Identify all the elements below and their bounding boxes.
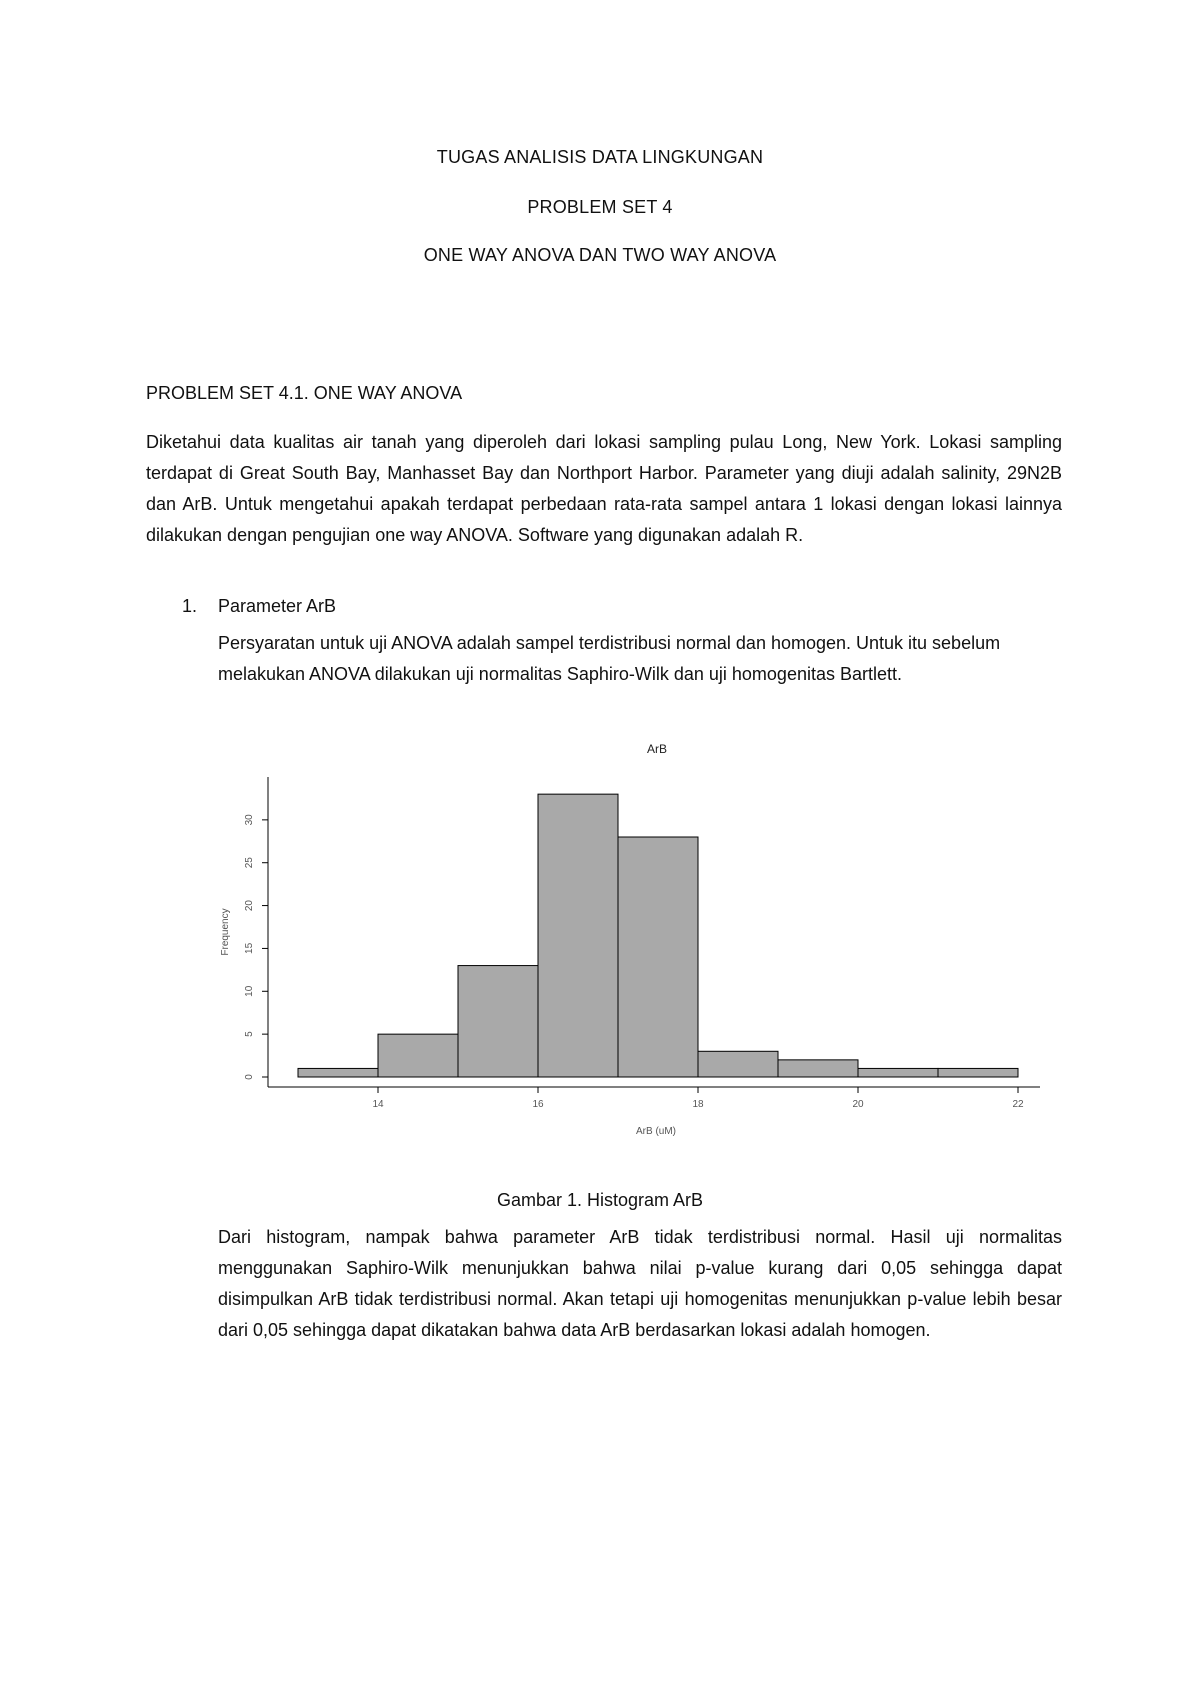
x-tick-label: 18	[692, 1099, 704, 1110]
x-tick-label: 16	[532, 1099, 544, 1110]
histogram-bar	[938, 1068, 1018, 1077]
histogram-svg	[210, 735, 1050, 1155]
chart-title: ArB	[646, 742, 668, 756]
y-axis-label: Frequency	[220, 908, 231, 956]
requirement-paragraph: Persyaratan untuk uji ANOVA adalah sampel terdistribusi normal dan homogen. Untuk itu sebelum melakukan ANOVA dilakukan uji normalitas Saphiro-Wilk dan uji homogenitas Bartlett.	[218, 633, 1001, 684]
y-tick-label: 25	[244, 857, 255, 869]
histogram-chart	[210, 735, 1050, 1155]
y-tick-label: 20	[244, 900, 255, 912]
section-heading: PROBLEM SET 4.1. ONE WAY ANOVA	[146, 383, 463, 403]
document-subtitle: ONE WAY ANOVA DAN TWO WAY ANOVA	[423, 245, 777, 265]
list-number: 1.	[182, 596, 198, 616]
y-tick-label: 0	[244, 1074, 255, 1080]
x-tick-label: 22	[1012, 1099, 1024, 1110]
x-tick-label: 14	[372, 1099, 384, 1110]
document-title: TUGAS ANALISIS DATA LINGKUNGAN	[436, 147, 764, 167]
y-tick-label: 30	[244, 814, 255, 826]
histogram-bar	[298, 1068, 378, 1077]
intro-paragraph: Diketahui data kualitas air tanah yang diperoleh dari lokasi sampling pulau Long, New York. Lokasi sampling terdapat di Great South Bay, Manhasset Bay dan Northport Harbor. Parameter yang diuji adalah salinity, 29N2B dan ArB. Untuk mengetahui apakah terdapat perbedaan rata-rata sampel antara 1 lokasi dengan lokasi lainnya dilakukan dengan pengujian one way ANOVA. Software yang digunakan adalah R.	[146, 432, 1062, 545]
conclusion-paragraph: Dari histogram, nampak bahwa parameter ArB tidak terdistribusi normal. Hasil uji normalitas menggunakan Saphiro-Wilk menunjukkan bahwa nilai p-value kurang dari 0,05 sehingga dapat disimpulkan ArB tidak terdistribusi normal. Akan tetapi uji homogenitas menunjukkan p-value lebih besar dari 0,05 sehingga dapat dikatakan bahwa data ArB berdasarkan lokasi adalah homogen.	[218, 1227, 1062, 1340]
histogram-bar	[538, 794, 618, 1077]
list-label: Parameter ArB	[218, 596, 337, 616]
x-axis-label: ArB (uM)	[636, 1126, 676, 1137]
y-axis-ticks	[244, 814, 268, 1080]
x-axis-ticks	[372, 1087, 1024, 1110]
histogram-bar	[858, 1068, 938, 1077]
figure-caption: Gambar 1. Histogram ArB	[496, 1190, 704, 1210]
histogram-bar	[618, 837, 698, 1077]
histogram-bar	[458, 966, 538, 1077]
histogram-bar	[698, 1051, 778, 1077]
x-tick-label: 20	[852, 1099, 864, 1110]
problem-set-title: PROBLEM SET 4	[527, 197, 673, 217]
histogram-bar	[778, 1060, 858, 1077]
y-tick-label: 5	[244, 1031, 255, 1037]
y-tick-label: 10	[244, 985, 255, 997]
histogram-bars	[298, 794, 1018, 1077]
y-tick-label: 15	[244, 942, 255, 954]
histogram-bar	[378, 1034, 458, 1077]
